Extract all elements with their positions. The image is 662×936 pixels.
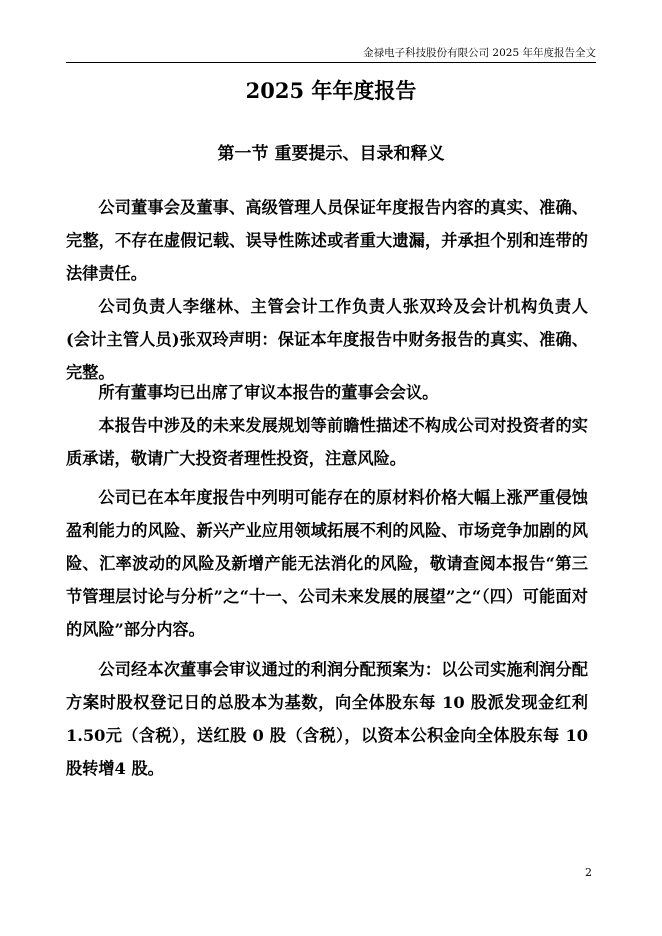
paragraph-forward-looking-disclaimer: 本报告中涉及的未来发展规划等前瞻性描述不构成公司对投资者的实质承诺，敬请广大投资者理性投资，注意风险。 bbox=[66, 416, 588, 468]
paragraph-risk-notice: 公司已在本年度报告中列明可能存在的原材料价格大幅上涨严重侵蚀盈利能力的风险、新兴产业应用领域拓展不利的风险、市场竞争加剧的风险、汇率波动的风险及新增产能无法消化的风险，敬请查阅本报告“第三节管理层讨论与分析”之“十一、公司未来发展的展望”之“（四）可能面对的风险”部分内容。 bbox=[66, 488, 588, 639]
paragraph-directors-attendance: 所有董事均已出席了审议本报告的董事会会议。 bbox=[98, 383, 439, 402]
document-title: 2025 年年度报告 bbox=[245, 78, 417, 103]
page-number: 2 bbox=[585, 866, 592, 879]
paragraph-responsible-persons-statement: 公司负责人李继林、主管会计工作负责人张双玲及会计机构负责人(会计主管人员)张双玲声明：保证本年度报告中财务报告的真实、准确、完整。 bbox=[66, 297, 588, 382]
paragraph-profit-distribution: 公司经本次董事会审议通过的利润分配预案为：以公司实施利润分配方案时股权登记日的总股本为基数，向全体股东每 10 股派发现金红利 1.50元（含税），送红股 0 股（含税），以资本公积金向全体股东每 10 股转增4 股。 bbox=[66, 660, 588, 778]
running-header bbox=[66, 46, 596, 63]
paragraph-board-guarantee: 公司董事会及董事、高级管理人员保证年度报告内容的真实、准确、完整，不存在虚假记载、误导性陈述或者重大遗漏，并承担个别和连带的法律责任。 bbox=[66, 198, 588, 283]
running-header-text: 金禄电子科技股份有限公司 2025 年年度报告全文 bbox=[363, 47, 596, 59]
section-title: 第一节 重要提示、目录和释义 bbox=[217, 144, 445, 164]
